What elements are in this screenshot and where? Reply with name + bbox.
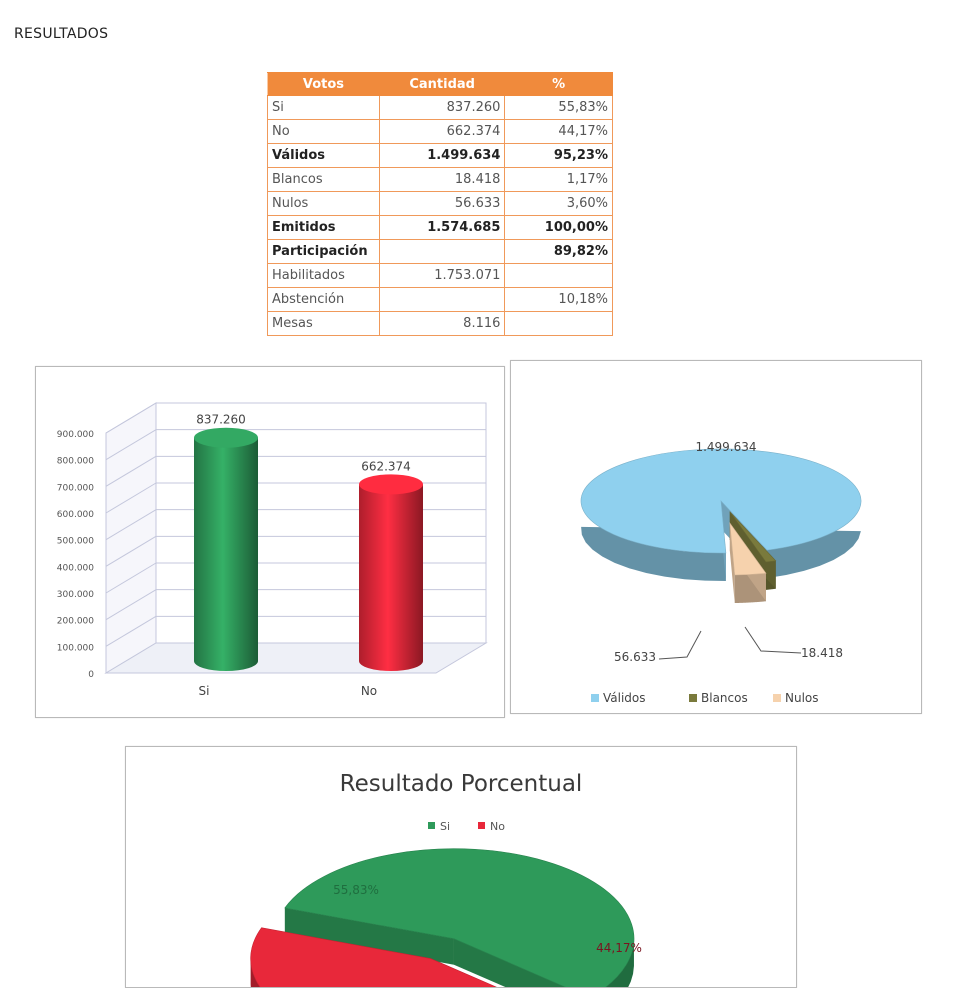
legend-label: Blancos — [701, 691, 748, 705]
bar-y-tick-label: 500.000 — [56, 536, 94, 547]
table-row — [268, 192, 613, 216]
legend-swatch — [478, 822, 485, 829]
legend-swatch — [428, 822, 435, 829]
pie-data-label: 44,17% — [596, 941, 642, 955]
row-cantidad: 1.574.685 — [379, 216, 504, 240]
pie-data-label: 1.499.634 — [695, 440, 757, 454]
table-row — [268, 312, 613, 336]
bar-si — [194, 428, 258, 671]
row-cantidad: 8.116 — [379, 312, 504, 336]
bar-y-tick-label: 600.000 — [56, 510, 94, 520]
pie-chart-percent-frame — [125, 746, 797, 988]
row-label: No — [268, 120, 380, 144]
pie-data-label: 56.633 — [614, 650, 656, 664]
bar-body — [194, 438, 258, 671]
row-label: Habilitados — [268, 264, 380, 288]
results-table — [267, 72, 613, 336]
bar-y-tick-label: 700.000 — [56, 483, 94, 494]
row-percent — [505, 312, 613, 336]
row-cantidad: 1.753.071 — [379, 264, 504, 288]
row-percent: 89,82% — [505, 240, 613, 264]
row-label: Emitidos — [268, 216, 380, 240]
legend-swatch — [689, 694, 697, 702]
bar-y-tick-label: 800.000 — [56, 456, 94, 467]
pie-slice-válidos — [581, 449, 861, 581]
page-heading: RESULTADOS — [14, 26, 109, 42]
row-percent: 10,18% — [505, 288, 613, 312]
table-row — [268, 168, 613, 192]
row-label: Nulos — [268, 192, 380, 216]
row-cantidad — [379, 240, 504, 264]
bar-y-tick-label: 100.000 — [56, 643, 94, 654]
header-cantidad: Cantidad — [379, 73, 504, 96]
bar-y-tick-label: 300.000 — [56, 590, 94, 600]
legend-label: Válidos — [603, 691, 646, 705]
bar-body — [359, 484, 423, 671]
bar-data-label: 662.374 — [361, 459, 411, 474]
row-cantidad: 1.499.634 — [379, 144, 504, 168]
row-percent: 95,23% — [505, 144, 613, 168]
row-percent: 44,17% — [505, 120, 613, 144]
table-row — [268, 240, 613, 264]
row-label: Válidos — [268, 144, 380, 168]
bar-y-tick-label: 400.000 — [56, 563, 94, 574]
row-percent: 1,17% — [505, 168, 613, 192]
table-row — [268, 216, 613, 240]
bar-chart — [36, 367, 504, 717]
header-percent: % — [505, 73, 613, 96]
chart-title: Resultado Porcentual — [339, 771, 583, 797]
legend-label: Nulos — [785, 691, 819, 705]
pie-slice-top — [581, 449, 861, 553]
pie-data-label: 55,83% — [333, 883, 379, 897]
row-label: Abstención — [268, 288, 380, 312]
table-row — [268, 120, 613, 144]
bar-top — [359, 474, 423, 494]
row-cantidad: 662.374 — [379, 120, 504, 144]
row-label: Mesas — [268, 312, 380, 336]
legend-swatch — [591, 694, 599, 702]
row-percent — [505, 264, 613, 288]
pie-leader-line — [659, 631, 701, 659]
legend-label: Si — [440, 820, 451, 833]
table-header-row — [268, 73, 613, 96]
bar-y-tick-label: 0 — [88, 670, 94, 680]
table-row — [268, 264, 613, 288]
bar-chart-frame — [35, 366, 505, 718]
row-cantidad: 18.418 — [379, 168, 504, 192]
row-label: Si — [268, 96, 380, 120]
row-percent: 3,60% — [505, 192, 613, 216]
row-label: Blancos — [268, 168, 380, 192]
pie-chart-votes — [511, 361, 921, 713]
pie-chart-percent — [126, 747, 796, 987]
pie-chart-votes-frame — [510, 360, 922, 714]
row-cantidad: 56.633 — [379, 192, 504, 216]
bar-y-tick-label: 200.000 — [56, 616, 94, 627]
header-votos: Votos — [268, 73, 380, 96]
bar-floor — [106, 643, 486, 673]
bar-no — [359, 474, 423, 671]
row-cantidad: 837.260 — [379, 96, 504, 120]
bar-y-tick-label: 900.000 — [56, 430, 94, 440]
row-cantidad — [379, 288, 504, 312]
table-row — [268, 96, 613, 120]
table-row — [268, 288, 613, 312]
bar-top — [194, 428, 258, 448]
legend-swatch — [773, 694, 781, 702]
bar-side-wall — [106, 403, 156, 673]
bar-x-label: No — [360, 684, 378, 698]
row-label: Participación — [268, 240, 380, 264]
bar-x-label: Si — [198, 684, 210, 698]
bar-data-label: 837.260 — [196, 412, 246, 427]
legend-label: No — [490, 820, 505, 833]
pie-leader-line — [745, 627, 801, 653]
pie-data-label: 18.418 — [801, 646, 843, 660]
table-row — [268, 144, 613, 168]
row-percent: 100,00% — [505, 216, 613, 240]
row-percent: 55,83% — [505, 96, 613, 120]
